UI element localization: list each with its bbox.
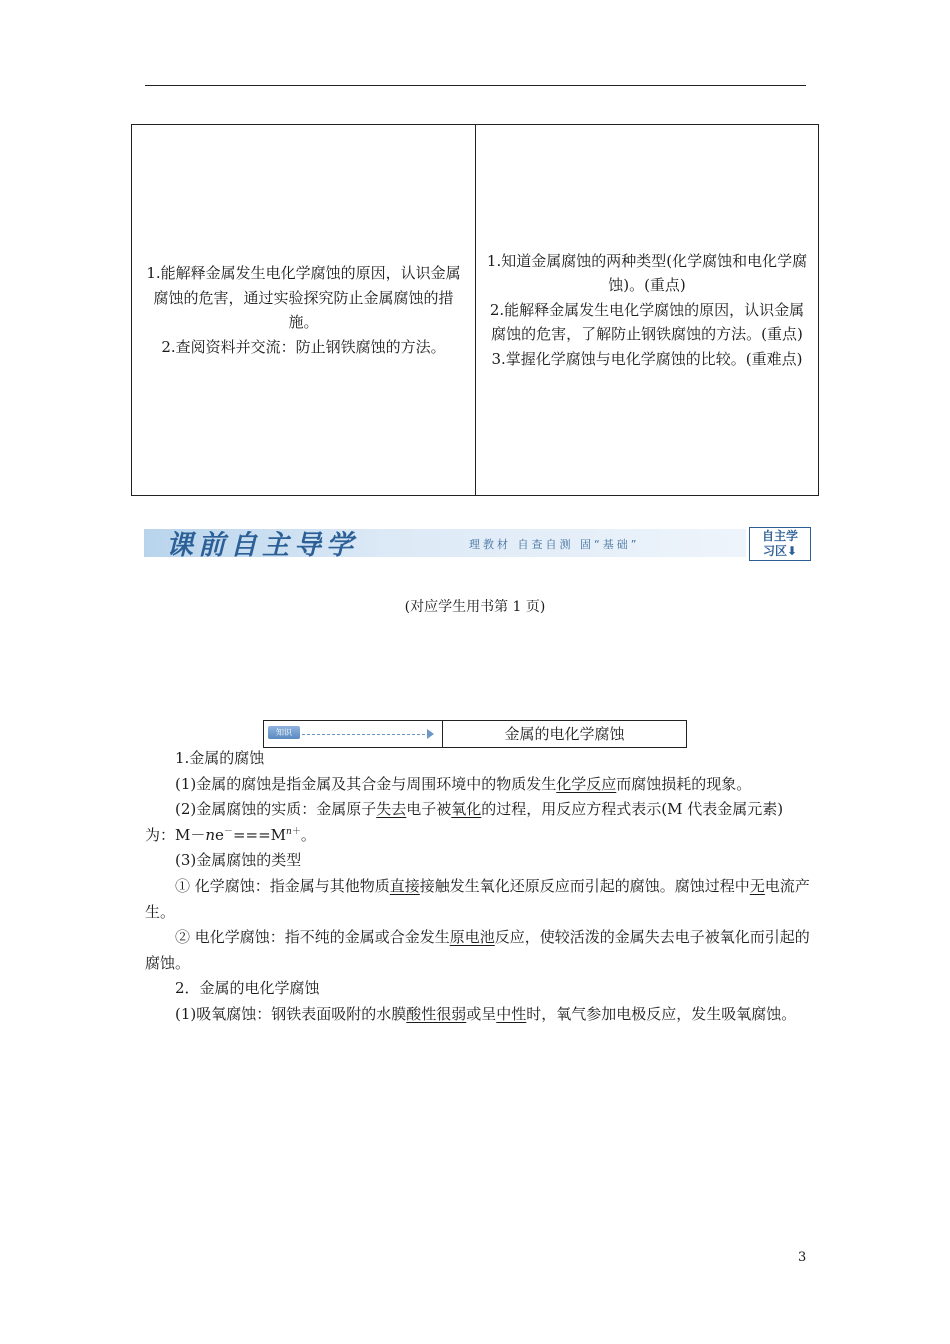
formula-eq: ===M	[232, 825, 287, 844]
section-banner	[144, 523, 814, 563]
formula-n: n	[205, 825, 216, 844]
answer-blank: 中性	[496, 1004, 527, 1023]
objective-right-1: 1.知道金属腐蚀的两种类型(化学腐蚀和电化学腐蚀)。(重点)	[486, 251, 808, 295]
paragraph-3: (3)金属腐蚀的类型	[175, 851, 302, 870]
banner-badge	[749, 527, 811, 561]
page-number: 3	[798, 1250, 807, 1265]
objective-right-3: 3.掌握化学腐蚀与电化学腐蚀的比较。(重难点)	[491, 349, 803, 368]
badge-line-2: 习区⬇	[762, 544, 798, 558]
answer-blank: 失去	[376, 800, 407, 819]
header-rule	[145, 85, 806, 86]
heading-1: 1.金属的腐蚀	[175, 749, 265, 767]
formula-sup: ＋	[291, 826, 301, 837]
text: 或呈	[466, 1004, 497, 1023]
objectives-table	[131, 124, 819, 496]
formula-e: e	[215, 825, 224, 844]
answer-blank: 化学反应	[556, 774, 617, 793]
paragraph-6	[145, 1002, 810, 1028]
objectives-left-cell	[132, 125, 476, 495]
arrow-right-icon	[427, 729, 434, 739]
formula-sup: －	[223, 826, 233, 837]
topic-tag	[264, 721, 443, 747]
badge-line-1: 自主学	[761, 529, 798, 543]
paragraph-5	[145, 925, 810, 976]
dashed-line	[302, 734, 430, 735]
text: ② 电化学腐蚀：指不纯的金属或合金发生	[175, 928, 450, 947]
answer-blank: 无	[749, 876, 765, 895]
text: 接触发生氧化还原反应而引起的腐蚀。腐蚀过程中	[419, 876, 750, 895]
text: 反应，使较活泼的金属失去电子被氧化而引起的腐蚀。	[145, 928, 810, 972]
paragraph-2	[145, 797, 810, 848]
text: 的过程，用反应方程式表示(M 代表金属元素)为：M－	[145, 800, 784, 844]
topic-tag-label: 知识	[268, 726, 300, 739]
objective-left-2: 2.查阅资料并交流：防止钢铁腐蚀的方法。	[161, 337, 446, 356]
text: 电流产生。	[145, 876, 810, 921]
page-reference: (对应学生用书第 1 页)	[404, 599, 546, 615]
paragraph-1	[145, 772, 810, 798]
heading-2: 2．金属的电化学腐蚀	[175, 979, 320, 998]
text: (1)金属的腐蚀是指金属及其合金与周围环境中的物质发生	[175, 774, 557, 793]
banner-subtitle: 理教材 自查自测 固“基础”	[469, 538, 640, 551]
text: (2)金属腐蚀的实质：金属原子	[175, 800, 377, 819]
text: 电子被	[406, 800, 452, 819]
text: 而腐蚀损耗的现象。	[616, 774, 752, 793]
text: (1)吸氧腐蚀：钢铁表面吸附的水膜	[175, 1004, 407, 1023]
topic-box	[263, 720, 687, 748]
text: ① 化学腐蚀：指金属与其他物质	[175, 876, 390, 895]
objective-left-1: 1.能解释金属发生电化学腐蚀的原因，认识金属腐蚀的危害，通过实验探究防止金属腐蚀的措施。	[146, 264, 461, 331]
body-content	[145, 746, 810, 1028]
text: 时，氧气参加电极反应，发生吸氧腐蚀。	[526, 1004, 797, 1023]
objectives-right-cell	[476, 125, 818, 495]
answer-blank: 原电池	[449, 928, 495, 947]
answer-blank: 酸性很弱	[406, 1004, 467, 1023]
paragraph-4	[145, 874, 810, 925]
text: 。	[300, 825, 316, 844]
topic-title: 金属的电化学腐蚀	[504, 725, 625, 743]
objective-right-2: 2.能解释金属发生电化学腐蚀的原因，认识金属腐蚀的危害，了解防止钢铁腐蚀的方法。(重点)	[489, 300, 805, 344]
answer-blank: 氧化	[451, 800, 482, 819]
banner-title: 课前自主导学	[166, 530, 358, 561]
formula-sup: n	[286, 826, 292, 837]
answer-blank: 直接	[389, 876, 420, 895]
